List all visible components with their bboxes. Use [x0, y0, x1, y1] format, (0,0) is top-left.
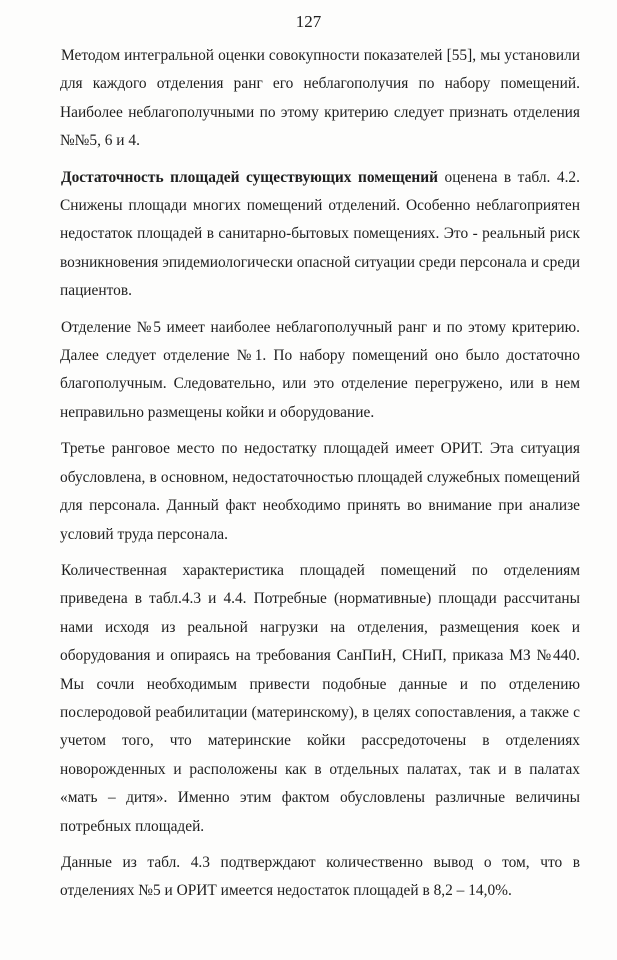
paragraph-6-text: Данные из табл. 4.3 подтверждают количественно вывод о том, что в отделениях №5 и ОРИТ имеется недостаток площадей в 8,2 – 14,0%. — [60, 853, 580, 900]
paragraph-5-text: Количественная характеристика площадей помещений по отделениям приведена в табл.4.3 и 4.4. Потребные (нормативные) площади рассчитаны нами исходя из реальной нагрузки на отделения, размещения коек и оборудования и опираясь на требования СанПиН, СНиП, приказа МЗ №440. Мы сочли необходимым привести подобные данные и по отделению послеродовой реабилитации (материнскому), в целях сопоставления, а также с учетом того, что материнские койки рассредоточены в отделениях новорожденных и расположены как в отдельных палатах, так и в палатах «мать – дитя». Именно этим фактом обусловлены различные величины потребных площадей. — [60, 561, 580, 835]
paragraph-4-text: Третье ранговое место по недостатку площадей имеет ОРИТ. Эта ситуация обусловлена, в основном, недостаточностью площадей служебных помещений для персонала. Данный факт необходимо принять во внимание при анализе условий труда персонала. — [60, 440, 580, 543]
paragraph-4 — [60, 435, 580, 549]
paragraph-1 — [60, 42, 580, 156]
paragraph-1-text: Методом интегральной оценки совокупности показателей [55], мы установили для каждого отделения ранг его неблагополучия по набору помещений. Наиболее неблагополучными по этому критерию следует признать отделения №№5, 6 и 4. — [60, 47, 580, 150]
paragraph-3-text: Отделение №5 имеет наиболее неблагополучный ранг и по этому критерию. Далее следует отделение №1. По набору помещений оно было достаточно благополучным. Следовательно, или это отделение перегружено, или в нем неправильно размещены койки и оборудование. — [60, 318, 580, 421]
paragraph-5 — [60, 557, 580, 841]
paragraph-3 — [60, 314, 580, 428]
paragraph-6 — [60, 849, 580, 906]
document-body — [60, 42, 580, 914]
paragraph-2-text: оценена в табл. 4.2. Снижены площади многих помещений отделений. Особенно неблагоприятен недостаток площадей в санитарно-бытовых помещениях. Это - реальный риск возникновения эпидемиологически опасной ситуации среди персонала и среди пациентов. — [60, 168, 581, 300]
paragraph-2 — [60, 164, 580, 306]
page-number: 127 — [295, 12, 322, 31]
paragraph-2-bold-lead: Достаточность площадей существующих помещений — [61, 168, 438, 186]
